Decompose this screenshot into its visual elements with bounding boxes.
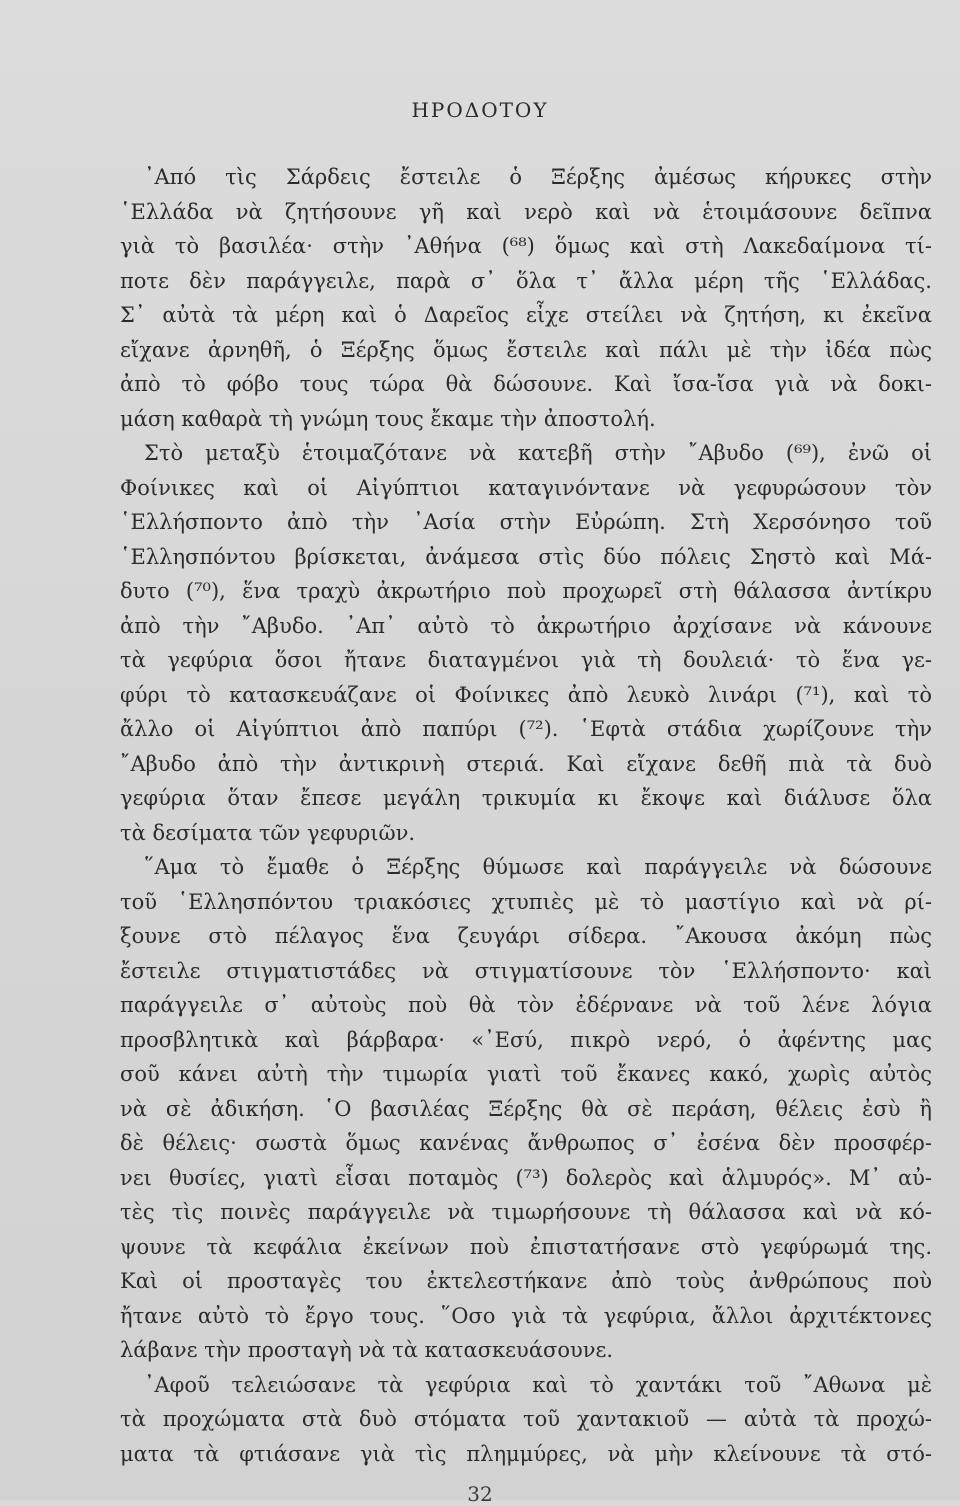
text-line: γεφύρια ὅταν ἔπεσε μεγάλη τρικυμία κι ἔκοψε καὶ διάλυσε ὅλα [120, 786, 932, 810]
text-line: Καὶ οἱ προσταγὲς του ἐκτελεστήκανε ἀπὸ τοὺς ἀνθρώπους ποὺ [120, 1269, 932, 1293]
body-text [120, 160, 932, 1471]
text-line: ᾿Αφοῦ τελειώσανε τὰ γεφύρια καὶ τὸ χαντάκι τοῦ ῎Αθωνα μὲ [144, 1372, 932, 1397]
text-line: παράγγειλε σ᾿ αὐτοὺς ποὺ θὰ τὸν ἐδέρνανε νὰ τοῦ λένε λόγια [120, 993, 932, 1017]
text-line: ῾Ελλήσποντο ἀπὸ τὴν ᾿Ασία στὴν Εὐρώπη. Στὴ Χερσόνησο τοῦ [120, 510, 932, 534]
text-line: ῞Αμα τὸ ἔμαθε ὁ Ξέρξης θύμωσε καὶ παράγγειλε νὰ δώσουνε [144, 855, 932, 879]
text-line: προσβλητικὰ καὶ βάρβαρα· «᾿Εσύ, πικρὸ νερό, ὁ ἀφέντης μας [120, 1027, 932, 1052]
page-number: 32 [467, 1482, 493, 1506]
text-line: ῎Αβυδο ἀπὸ τὴν ἀντικρινὴ στεριά. Καὶ εἴχανε δεθῆ πιὰ τὰ δυὸ [120, 751, 932, 776]
text-line: Στὸ μεταξὺ ἑτοιμαζότανε νὰ κατεβῆ στὴν ῎Αβυδο (⁶⁹), ἐνῶ οἱ [144, 441, 932, 465]
text-line: ᾿Από τὶς Σάρδεις ἔστειλε ὁ Ξέρξης ἀμέσως κήρυκες στὴν [144, 165, 932, 189]
text-line: ἀπὸ τὴν ῎Αβυδο. ᾿Απ᾿ αὐτὸ τὸ ἀκρωτήριο ἀρχίσανε νὰ κάνουνε [120, 613, 932, 638]
text-line: ἔστειλε στιγματιστάδες νὰ στιγματίσουνε τὸν ῾Ελλήσποντο· καὶ [120, 958, 932, 983]
text-line: ῾Ελλάδα νὰ ζητήσουνε γῆ καὶ νερὸ καὶ νὰ ἑτοιμάσουνε δεῖπνα [120, 199, 932, 224]
text-line: γιὰ τὸ βασιλέα· στὴν ᾿Αθήνα (⁶⁸) ὅμως καὶ στὴ Λακεδαίμονα τί- [120, 234, 932, 258]
running-header: ΗΡΟΔΟΤΟΥ [411, 98, 549, 122]
text-line: νει θυσίες, γιατὶ εἶσαι ποταμὸς (⁷³) δολερὸς καὶ ἁλμυρός». Μ᾿ αὐ- [120, 1165, 932, 1190]
text-line: ἤτανε αὐτὸ τὸ ἔργο τους. ῞Οσο γιὰ τὰ γεφύρια, ἄλλοι ἀρχιτέκτονες [120, 1303, 932, 1328]
text-line: νὰ σὲ ἀδικήση. ῾Ο βασιλέας Ξέρξης θὰ σὲ περάση, θέλεις ἐσὺ ἢ [120, 1096, 932, 1121]
text-line: ψουνε τὰ κεφάλια ἐκείνων ποὺ ἐπιστατήσανε στὸ γεφύρωμά της. [120, 1234, 932, 1259]
text-line: ἄλλο οἱ Αἰγύπτιοι ἀπὸ παπύρι (⁷²). ῾Εφτὰ στάδια χωρίζουνε τὴν [120, 717, 932, 741]
text-line: Σ᾿ αὐτὰ τὰ μέρη καὶ ὁ Δαρεῖος εἶχε στείλει νὰ ζητήση, κι ἐκεῖνα [120, 303, 932, 327]
text-line: φύρι τὸ κατασκευάζανε οἱ Φοίνικες ἀπὸ λευκὸ λινάρι (⁷¹), καὶ τὸ [120, 682, 932, 707]
text-line: τοῦ ῾Ελλησπόντου τριακόσιες χτυπιὲς μὲ τὸ μαστίγιο καὶ νὰ ρί- [120, 889, 932, 914]
text-line: ποτε δὲν παράγγειλε, παρὰ σ᾿ ὅλα τ᾿ ἄλλα μέρη τῆς ῾Ελλάδας. [120, 268, 932, 293]
text-line: Φοίνικες καὶ οἱ Αἰγύπτιοι καταγινόντανε νὰ γεφυρώσουν τὸν [120, 475, 932, 500]
text-line: σοῦ κάνει αὐτὴ τὴν τιμωρία γιατὶ τοῦ ἔκανες κακό, χωρὶς αὐτὸς [120, 1062, 932, 1086]
text-line: ματα τὰ φτιάσανε γιὰ τὶς πλημμύρες, νὰ μὴν κλείνουνε τὰ στό- [120, 1441, 932, 1466]
text-line: μάση καθαρὰ τὴ γνώμη τους ἔκαμε τὴν ἀποστολή. [120, 406, 656, 431]
text-line: ξουνε στὸ πέλαγος ἕνα ζευγάρι σίδερα. ῎Ακουσα ἀκόμη πὼς [120, 924, 932, 948]
text-line: τὰ δεσίματα τῶν γεφυριῶν. [120, 820, 416, 845]
text-line: δυτο (⁷⁰), ἕνα τραχὺ ἀκρωτήριο ποὺ προχωρεῖ στὴ θάλασσα ἀντίκρυ [120, 579, 932, 603]
text-line: τὰ προχώματα στὰ δυὸ στόματα τοῦ χαντακιοῦ — αὐτὰ τὰ προχώ- [120, 1407, 932, 1431]
text-line: τὰ γεφύρια ὅσοι ἤτανε διαταγμένοι γιὰ τὴ δουλειά· τὸ ἕνα γε- [120, 648, 932, 672]
text-line: ἀπὸ τὸ φόβο τους τώρα θὰ δώσουνε. Καὶ ἴσα-ἴσα γιὰ νὰ δοκι- [120, 372, 932, 396]
text-line: δὲ θέλεις· σωστὰ ὅμως κανένας ἄνθρωπος σ᾿ ἐσένα δὲν προσφέρ- [120, 1131, 932, 1155]
text-line: τὲς τὶς ποινὲς παράγγειλε νὰ τιμωρήσουνε τὴ θάλασσα καὶ νὰ κό- [120, 1200, 932, 1224]
text-line: ῾Ελλησπόντου βρίσκεται, ἀνάμεσα στὶς δύο πόλεις Σηστὸ καὶ Μά- [120, 544, 932, 569]
text-line: λάβανε τὴν προσταγὴ νὰ τὰ κατασκευάσουνε. [120, 1338, 614, 1362]
text-line: εἴχανε ἀρνηθῆ, ὁ Ξέρξης ὅμως ἔστειλε καὶ πάλι μὲ τὴν ἰδέα πὼς [120, 337, 932, 362]
